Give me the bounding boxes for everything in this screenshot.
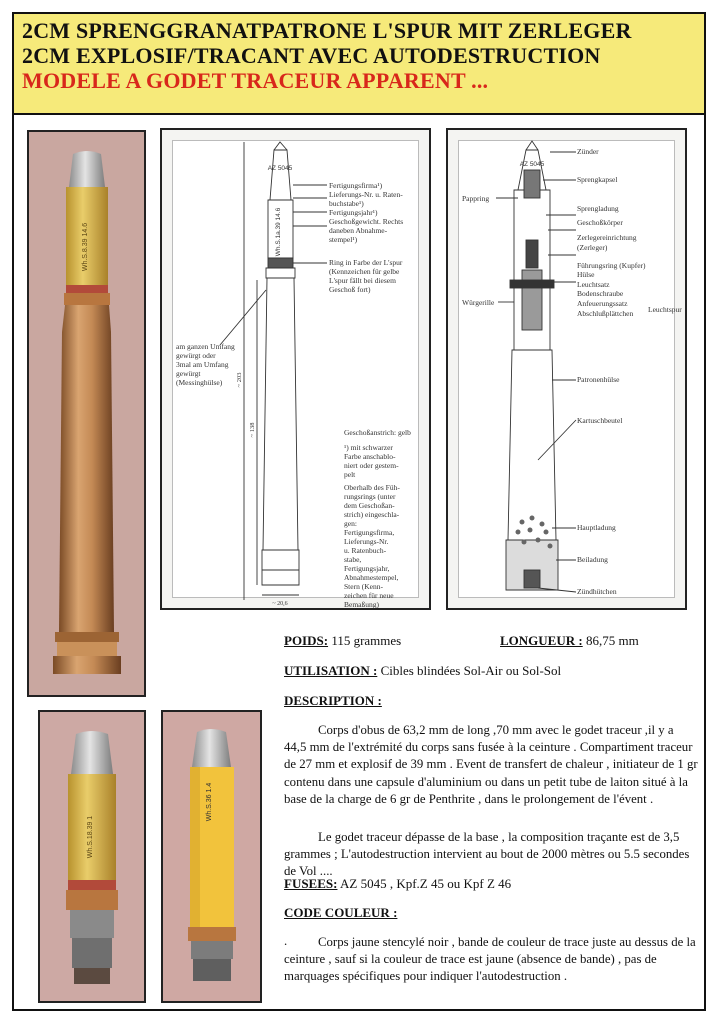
callout: L'spur fällt bei diesem — [329, 276, 396, 285]
section-fuze-label: AZ 5045 — [519, 161, 545, 168]
main-photo-marking: Wh.S.8.39 14.6 — [82, 222, 89, 272]
callout: Fertigungsjahr¹) — [329, 208, 378, 217]
exterior-footnotes: Geschoßanstrich: gelb ¹) mit schwarzer Farbe anschablo- niert oder gestem- pelt Oberhalb des Füh- rungsrings (unter dem Geschoßan- strich) eingeschla- gen: Fertigungsfirma, Lieferungs-Nr. u. Ratenbuch- stabe, Fertigungsjahr, Abnahmestempel, Stern (Kenn- zeichen für neue Bemaßung) — [344, 428, 411, 609]
length-line — [500, 633, 639, 649]
label-patronenhuelse: Patronenhülse — [577, 375, 620, 384]
label-zuendhuetchen: Zündhütchen — [577, 587, 617, 596]
fuzes-label: FUSEES: — [284, 876, 338, 891]
usage-label: UTILISATION : — [284, 663, 378, 678]
cartridge-photo-sectioned — [38, 710, 146, 1003]
title-french: 2CM EXPLOSIF/TRACANT AVEC AUTODESTRUCTION — [22, 43, 601, 68]
color-code-heading: CODE COULEUR : — [284, 905, 398, 920]
callout: (Kennzeichen für gelbe — [329, 267, 400, 276]
title-german: 2CM SPRENGGRANATPATRONE L'SPUR MIT ZERLEGER — [22, 18, 632, 43]
usage-line — [284, 663, 561, 679]
technical-drawing-exterior — [160, 128, 431, 610]
cartridge-photo-main — [27, 130, 146, 697]
yellow-photo-marking: Wh.S.36 1.4 — [206, 782, 213, 822]
callout: daneben Abnahme- — [329, 226, 388, 235]
length-value: 86,75 mm — [582, 633, 639, 648]
callout: buchstabe¹) — [329, 199, 364, 208]
title-banner — [12, 12, 706, 115]
description-paragraph-2: Le godet traceur dépasse de la base , la composition traçante est de 3,5 grammes ; L'autodestruction intervient au bout de 2000 mètres ou 5.5 secondes de Vol .... — [284, 830, 690, 879]
callout: Fertigungsfirma¹) — [329, 181, 383, 190]
dim-base: ~ 20,6 — [272, 601, 288, 607]
usage-value: Cibles blindées Sol-Air ou Sol-Sol — [377, 663, 562, 678]
label-leuchtspur: Leuchtspur — [648, 305, 682, 314]
exterior-fuze-label: AZ 5045 — [267, 165, 293, 172]
exterior-callouts — [329, 181, 403, 294]
technical-drawing-section — [446, 128, 687, 610]
color-code-paragraph: Corps jaune stencylé noir , bande de couleur de trace juste au dessus de la ceinture , sauf si la couleur de trace est jaune (absence de bande) , pas de marquages spécifiques pour indiquer l'autodestruction . — [284, 935, 696, 984]
section-labels-right: Zünder Sprengkapsel Sprengladung Geschoßkörper Zerlegereinrichtung (Zerleger) Führungsring (Kupfer) Hülse Leuchtsatz Bodenschraube Anfeuerungssatz Abschlußplättchen — [577, 147, 646, 318]
fuzes-line — [284, 876, 511, 892]
label-beiladung: Beiladung — [577, 555, 608, 564]
label-wuergerille: Würgerille — [462, 298, 495, 307]
length-label: LONGUEUR : — [500, 633, 583, 648]
callout: Ring in Farbe der L'spur — [329, 258, 403, 267]
description-paragraph-1: Corps d'obus de 63,2 mm de long ,70 mm avec le godet traceur ,il y a 44,5 mm de l'extrémité du corps sans fusée à la ceinture . Compartiment traceur de 27 mm et explosif de 39 mm . Event de transfert de chaleur , initiateur de 1 gr contenu dans une capsule d'aluminium ou dans un petit tube de laiton situé à la base de la charge de 6 gr de Penthrite , dans le prolongement de l'évent . — [284, 723, 698, 806]
dim-case: ~ 138 — [249, 422, 256, 438]
dim-total: ~ 203 — [236, 372, 243, 388]
color-code-lead: . — [284, 934, 288, 948]
exterior-left-note: am ganzen Umfang gewürgt oder 3mal am Umfang gewürgt (Messinghülse) — [176, 342, 235, 387]
callout: stempel¹) — [329, 235, 358, 244]
label-pappring: Pappring — [462, 194, 490, 203]
callout: Lieferungs-Nr. u. Raten- — [329, 190, 403, 199]
callout: Geschoß fort) — [329, 285, 371, 294]
title-model: MODELE A GODET TRACEUR APPARENT ... — [22, 68, 489, 93]
weight-value: 115 grammes — [328, 633, 402, 648]
weight-line — [284, 633, 401, 649]
weight-label: POIDS: — [284, 633, 329, 648]
sectioned-photo-marking: Wh.S.18.39 1 — [87, 815, 94, 859]
fuzes-value: AZ 5045 , Kpf.Z 45 ou Kpf Z 46 — [337, 876, 512, 891]
cartridge-image — [29, 132, 144, 695]
cartridge-photo-yellow — [161, 710, 262, 1003]
exterior-body-marking: Wh.S.1a.39 14.6 — [275, 207, 282, 257]
callout: Geschoßgewicht. Rechts — [329, 217, 404, 226]
description-heading: DESCRIPTION : — [284, 693, 382, 708]
label-kartuschbeutel: Kartuschbeutel — [577, 416, 623, 425]
label-hauptladung: Hauptladung — [577, 523, 616, 532]
